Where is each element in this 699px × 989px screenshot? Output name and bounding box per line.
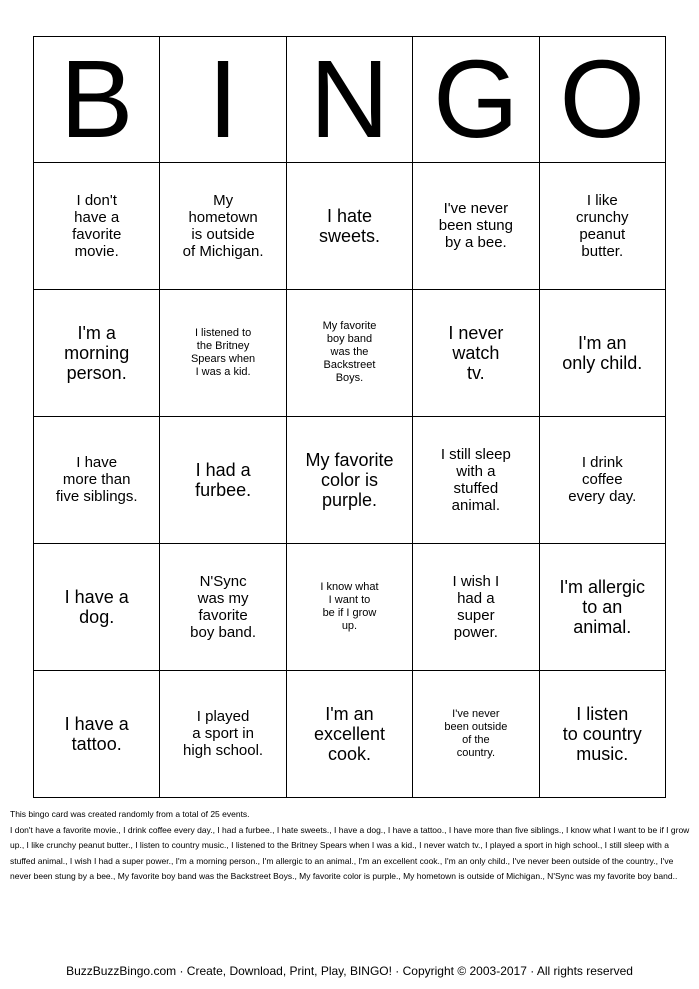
bingo-cell bbox=[413, 163, 539, 290]
bingo-cell bbox=[286, 544, 412, 671]
bingo-cell bbox=[539, 417, 665, 544]
bingo-grid bbox=[33, 36, 666, 798]
cell-text: I'm allergic to an animal. bbox=[559, 576, 646, 637]
bingo-cell bbox=[34, 544, 160, 671]
header-letter-g: G bbox=[413, 37, 539, 163]
bingo-cell bbox=[286, 290, 412, 417]
bingo-row-2 bbox=[34, 290, 666, 417]
cell-text: I listen to country music. bbox=[562, 703, 642, 764]
bingo-cell bbox=[34, 290, 160, 417]
cell-text: I've never been stung by a bee. bbox=[438, 200, 513, 251]
bingo-cell bbox=[286, 671, 412, 798]
cell-text: I have a dog. bbox=[64, 586, 129, 627]
header-letter-o: O bbox=[539, 37, 665, 163]
cell-text: I don't have a favorite movie. bbox=[72, 191, 122, 260]
bingo-cell bbox=[413, 417, 539, 544]
cell-text: I have more than five siblings. bbox=[55, 454, 138, 505]
cell-text: I never watch tv. bbox=[448, 322, 504, 383]
cell-text: I wish I had a super power. bbox=[452, 572, 500, 641]
bingo-cell bbox=[413, 290, 539, 417]
bingo-card bbox=[33, 36, 666, 796]
bingo-cell bbox=[286, 163, 412, 290]
bingo-cell bbox=[286, 417, 412, 544]
cell-text: I know what I want to be if I grow up. bbox=[320, 580, 379, 632]
cell-text: I'm an only child. bbox=[562, 332, 643, 373]
cell-text: I listened to the Britney Spears when I was a kid. bbox=[190, 326, 256, 378]
bingo-row-3 bbox=[34, 417, 666, 544]
bingo-cell bbox=[539, 544, 665, 671]
cell-text: I've never been outside of the country. bbox=[444, 707, 508, 759]
bingo-cell bbox=[160, 417, 286, 544]
bingo-header-row bbox=[34, 37, 666, 163]
cell-text: I'm a morning person. bbox=[64, 322, 130, 383]
cell-text: I had a furbee. bbox=[195, 459, 252, 500]
cell-text: My hometown is outside of Michigan. bbox=[182, 191, 264, 260]
bingo-cell bbox=[413, 544, 539, 671]
cell-text: I like crunchy peanut butter. bbox=[576, 191, 629, 260]
bingo-row-5 bbox=[34, 671, 666, 798]
cell-text: I hate sweets. bbox=[318, 205, 380, 246]
cell-text: N'Sync was my favorite boy band. bbox=[190, 572, 257, 641]
cell-text: My favorite color is purple. bbox=[305, 449, 394, 510]
cell-text: I still sleep with a stuffed animal. bbox=[440, 445, 511, 514]
bingo-row-1 bbox=[34, 163, 666, 290]
bingo-cell bbox=[539, 163, 665, 290]
card-description-intro: This bingo card was created randomly from a total of 25 events. bbox=[10, 809, 250, 819]
cell-text: I'm an excellent cook. bbox=[313, 703, 385, 764]
card-event-list: I don't have a favorite movie., I drink coffee every day., I had a furbee., I hate sweets., I have a dog., I have a tattoo., I have more than five siblings., I know what I want to be if I grow up., I like crunchy peanut butter., I listen to country music., I listened to the Britney Spears when I was a kid., I never watch tv., I played a sport in high school., I still sleep with a stuffed animal., I wish I had a super power., I'm a morning person., I'm allergic to an animal., I'm an excellent cook., I'm an only child., I've never been outside of the country., I've never been stung by a bee., My favorite boy band was the Backstreet Boys., My favorite color is purple., My hometown is outside of Michigan., N'Sync was my favorite boy band.. bbox=[10, 824, 690, 882]
header-letter-i: I bbox=[160, 37, 286, 163]
header-letter-b: B bbox=[34, 37, 160, 163]
site-footer: BuzzBuzzBingo.com · Create, Download, Print, Play, BINGO! · Copyright © 2003-2017 · All rights reserved bbox=[66, 964, 633, 978]
bingo-cell bbox=[413, 671, 539, 798]
card-description bbox=[10, 807, 690, 885]
header-letter-n: N bbox=[286, 37, 412, 163]
bingo-row-4 bbox=[34, 544, 666, 671]
bingo-cell bbox=[34, 671, 160, 798]
bingo-cell bbox=[539, 290, 665, 417]
cell-text: I drink coffee every day. bbox=[568, 454, 637, 505]
bingo-cell bbox=[34, 163, 160, 290]
bingo-cell bbox=[160, 290, 286, 417]
cell-text: I have a tattoo. bbox=[64, 713, 129, 754]
cell-text: I played a sport in high school. bbox=[183, 708, 264, 759]
bingo-cell bbox=[160, 671, 286, 798]
cell-text: My favorite boy band was the Backstreet Boys. bbox=[322, 320, 377, 384]
bingo-cell bbox=[539, 671, 665, 798]
bingo-cell bbox=[160, 544, 286, 671]
bingo-cell bbox=[160, 163, 286, 290]
bingo-cell bbox=[34, 417, 160, 544]
